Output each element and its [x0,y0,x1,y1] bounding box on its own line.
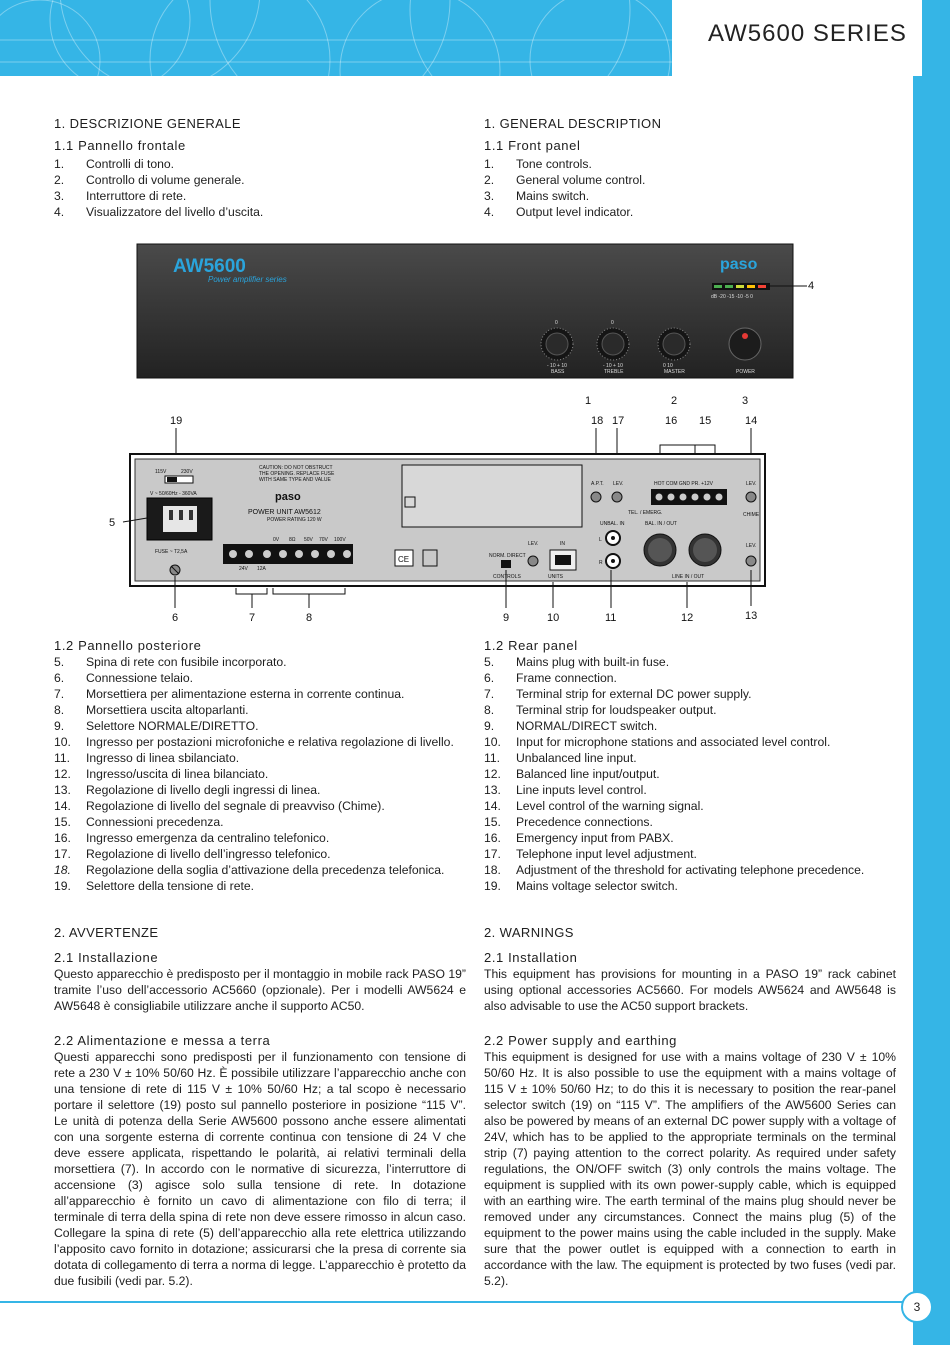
mains-spec: V ~ 50/60Hz - 360VA [150,491,197,497]
subsection-title: 1.1 Pannello frontale [54,138,186,153]
italian-warnings [54,925,466,1289]
units-in-label: IN [560,541,565,547]
subsection-title: 2.2 Power supply and earthing [484,1033,678,1048]
rear-panel-list [484,654,896,894]
line-level-trimmer [746,556,756,566]
english-warnings [484,925,896,1289]
svg-text:POWER: POWER [736,369,755,375]
callout-13: 13 [745,610,758,622]
apt-trimmer [591,492,601,502]
list-item: 5. Spina di rete con fusibile incorporato. [54,655,287,669]
unit-label: POWER UNIT AW5612 [248,509,321,516]
right-sidebar-band [913,76,950,1345]
subsection-title: 1.2 Pannello posteriore [54,638,202,653]
svg-text:100V: 100V [334,537,346,543]
list-item: 13. Line inputs level control. [484,783,647,797]
list-item: 6. Connessione telaio. [54,671,194,685]
power-supply-paragraph: Questi apparecchi sono predisposti per il funzionamento con tensione di rete a 230 V ± 10% 50/60 Hz. È possibile utilizzare l’apparecchio anche con una tensione di rete di 115 V ± 10% 50/60 Hz; a tal scopo è necessario portare il selettore (19) posto sul pannello posteriore in posizione “115 V”. Le unità di potenza della Serie AW5600 possono anche essere alimentati con una sorgente esterna di corrente continua con tensione di 24 V che deve essere applicata, rispettando le polarità, ai relativi terminali della morsettiera (7). In accordo con le normative di sicurezza, l’interruttore di accensione (3) agisce solo sulla tensione di rete. In dotazione all’apparecchio è fornito un cavo di alimentazione con filo di terra; il terminale di terra della spina di rete non deve essere rimosso in alcun caso. Collegare la spina di rete (5) dell’apparecchio alla rete elettrica utilizzando l’apposito cavo fornito in dotazione; assicurarsi che la presa di corrente sia dotata di collegamento di terra a norma di legge. L’apparecchio è protetto da due fusibili (vedi par. 5.2). [54,1050,466,1288]
svg-text:0V: 0V [273,537,280,543]
callout-5: 5 [109,517,116,529]
tel-emerg-label: TEL. / EMERG. [628,510,663,516]
list-item: 16. Ingresso emergenza da centralino telefonico. [54,831,330,845]
front-panel-brand-logo: paso [720,256,758,273]
svg-text:L: L [599,537,602,543]
list-item: 14. Regolazione di livello del segnale di preavviso (Chime). [54,799,385,813]
units-lev-label: LEV. [528,541,539,547]
list-item: 17. Regolazione di livello dell’ingresso telefonico. [54,847,331,861]
callout-8: 8 [306,612,313,624]
list-item: 2. General volume control. [484,173,646,187]
list-item: 15. Precedence connections. [484,815,653,829]
section-title: 1. GENERAL DESCRIPTION [484,116,662,131]
svg-text:BASS: BASS [551,369,565,375]
units-label: UNITS [548,574,563,580]
svg-text:MASTER: MASTER [664,369,685,375]
lev-label: LEV. [613,481,624,487]
list-item: 2. Controllo di volume generale. [54,173,245,187]
svg-text:230V: 230V [181,469,193,475]
svg-text:0: 0 [555,320,558,326]
power-rating: POWER RATING 120 W [267,517,322,523]
mains-plug [147,498,212,540]
footer-rule [0,1301,915,1303]
callout-18: 18 [591,415,604,427]
list-item: 18. Adjustment of the threshold for activating telephone precedence. [484,863,865,877]
page-number: 3 [901,1291,933,1323]
svg-text:70V: 70V [319,537,328,543]
subsection-title: 2.1 Installazione [54,950,159,965]
installation-paragraph: This equipment has provisions for mounting in a PASO 19” rack cabinet using optional accessories AC5660. For models AW5624 and AW5648 is also advisable to use the AC50 support brackets. [484,967,896,1013]
callout-4: 4 [808,280,815,292]
rear-brand-logo: paso [275,491,301,503]
section-title: 2. WARNINGS [484,925,574,940]
callout-16: 16 [665,415,678,427]
bal-in-out-label: BAL. IN / OUT [645,521,677,527]
list-item: 17. Telephone input level adjustment. [484,847,697,861]
callout-19: 19 [170,415,183,427]
svg-text:CE: CE [398,555,410,564]
front-panel-illustration [130,240,830,430]
italian-rear-panel [54,638,466,894]
chime-label: CHIME [743,512,760,518]
list-item: 12. Balanced line input/output. [484,767,660,781]
list-item: 9. Selettore NORMALE/DIRETTO. [54,719,259,733]
front-panel-list [484,156,896,220]
svg-text:8Ω: 8Ω [289,537,296,543]
list-item: 10. Input for microphone stations and associated level control. [484,735,831,749]
callout-10: 10 [547,612,560,624]
callout-1: 1 [585,395,592,407]
svg-text:12A: 12A [257,566,266,572]
meter-scale: dB -20 -15 -10 -5 0 [711,294,753,300]
output-level-meter [712,283,770,290]
svg-text:- 10 + 10: - 10 + 10 [547,363,567,369]
precedence-terminal-strip [651,489,727,505]
norm-direct-label: NORM. DIRECT [489,553,526,559]
subsection-title: 1.1 Front panel [484,138,581,153]
callout-7: 7 [249,612,256,624]
english-rear-panel [484,638,896,894]
list-item: 5. Mains plug with built-in fuse. [484,655,670,669]
norm-direct-switch [501,560,511,568]
list-item: 3. Mains switch. [484,189,590,203]
list-item: 9. NORMAL/DIRECT switch. [484,719,658,733]
svg-text:115V: 115V [155,469,167,475]
callout-15: 15 [699,415,712,427]
units-level-trimmer [528,556,538,566]
front-panel-list [54,156,466,220]
list-item: 7. Morsettiera per alimentazione esterna in corrente continua. [54,687,405,701]
callout-9: 9 [503,612,510,624]
callout-17: 17 [612,415,625,427]
callout-12: 12 [681,612,694,624]
list-item: 4. Output level indicator. [484,205,634,219]
rear-panel-illustration [105,410,785,630]
list-item: 1. Controlli di tono. [54,157,175,171]
subsection-title: 2.2 Alimentazione e messa a terra [54,1033,271,1048]
frame-ground-screw [170,565,180,575]
svg-text:0 10: 0 10 [663,363,673,369]
rear-panel-list [54,654,466,894]
list-item: 11. Ingresso di linea sbilanciato. [54,751,240,765]
list-item: 14. Level control of the warning signal. [484,799,704,813]
list-item: 8. Terminal strip for loudspeaker output. [484,703,717,717]
tel-level-trimmer [612,492,622,502]
fuse-label: FUSE ~ T2,5A [155,549,188,555]
chime-lev-label: LEV. [746,481,757,487]
expansion-slot-cover [402,465,582,527]
front-panel-subtitle: Power amplifier series [208,275,287,284]
installation-paragraph: Questo apparecchio è predisposto per il montaggio in mobile rack PASO 19” tramite l’uso dell’accessorio AC5660 (opzionale). Per i modelli AW5624 e AW5648 è consigliabile utilizzare anche il supporto AC50. [54,967,466,1013]
list-item: 19. Mains voltage selector switch. [484,879,678,893]
unbal-in-label: UNBAL. IN [600,521,625,527]
list-item: 10. Ingresso per postazioni microfoniche e relativa regolazione di livello. [54,735,454,749]
list-item: 8. Morsettiera uscita altoparlanti. [54,703,249,717]
list-item: 4. Visualizzatore del livello d’uscita. [54,205,264,219]
list-item: 11. Unbalanced line input. [484,751,637,765]
callout-6: 6 [172,612,179,624]
svg-text:R: R [599,560,603,566]
subsection-title: 1.2 Rear panel [484,638,578,653]
caution-line-1: CAUTION: DO NOT OBSTRUCT [259,465,333,471]
list-item: 15. Connessioni precedenza. [54,815,224,829]
list-item: 16. Emergency input from PABX. [484,831,674,845]
list-item: 13. Regolazione di livello degli ingressi di linea. [54,783,321,797]
callout-2: 2 [671,395,678,407]
list-item: 6. Frame connection. [484,671,617,685]
caution-line-2: THE OPENING. REPLACE FUSE [259,471,335,477]
callout-11: 11 [605,612,617,624]
precedence-terminal-labels: HOT COM GND PR. +12V [654,481,713,487]
chime-level-trimmer [746,492,756,502]
subsection-title: 2.1 Installation [484,950,578,965]
svg-text:24V: 24V [239,566,248,572]
page-header-title: AW5600 SERIES [708,20,907,47]
svg-text:TREBLE: TREBLE [604,369,624,375]
callout-14: 14 [745,415,758,427]
list-item: 1. Tone controls. [484,157,592,171]
callout-3: 3 [742,395,749,407]
list-item: 12. Ingresso/uscita di linea bilanciato. [54,767,269,781]
svg-text:- 10 + 10: - 10 + 10 [603,363,623,369]
caution-line-3: WITH SAME TYPE AND VALUE [259,477,331,483]
power-supply-paragraph: This equipment is designed for use with a mains voltage of 230 V ± 10% 50/60 Hz. It is also possible to use the equipment with a mains voltage of 115 V ± 10% 50/60 Hz; to do this it is necessary to position the rear-panel selector switch (19) on “115 V”. The amplifiers of the AW5600 Series can also be powered by means of an external DC power supply with a voltage of 24V, which has to be applied to the appropriate terminals on the terminal strip (7) paying attention to the correct polarity. As required under safety regulations, the ON/OFF switch (3) only controls the mains voltage. The equipment is supplied with its own power-supply cable, which is equipped with an earthing wire. The earth terminal of the mains plug should never be removed under any circumstances. Connect the mains plug (5) of the equipment to the power mains using the cable included in the supply. Make sure that the power outlet is equipped with a connection to earth in accordance with the law. The equipment is protected by two fuses (vedi par. 5.2). [484,1050,896,1288]
list-item: 7. Terminal strip for external DC power supply. [484,687,752,701]
list-item: 3. Interruttore di rete. [54,189,187,203]
english-general-description [484,116,896,220]
svg-text:50V: 50V [304,537,313,543]
apt-label: A.P.T. [591,481,604,487]
section-title: 2. AVVERTENZE [54,925,159,940]
list-item: 18. Regolazione della soglia d’attivazione della precedenza telefonica. [54,863,445,877]
line-lev-label: LEV. [746,543,757,549]
italian-general-description [54,116,466,220]
list-item: 19. Selettore della tensione di rete. [54,879,255,893]
section-title: 1. DESCRIZIONE GENERALE [54,116,241,131]
svg-text:0: 0 [611,320,614,326]
line-in-out-label: LINE IN / OUT [672,574,705,580]
front-panel-model: AW5600 [173,256,246,277]
controls-label: CONTROLS [493,574,521,580]
